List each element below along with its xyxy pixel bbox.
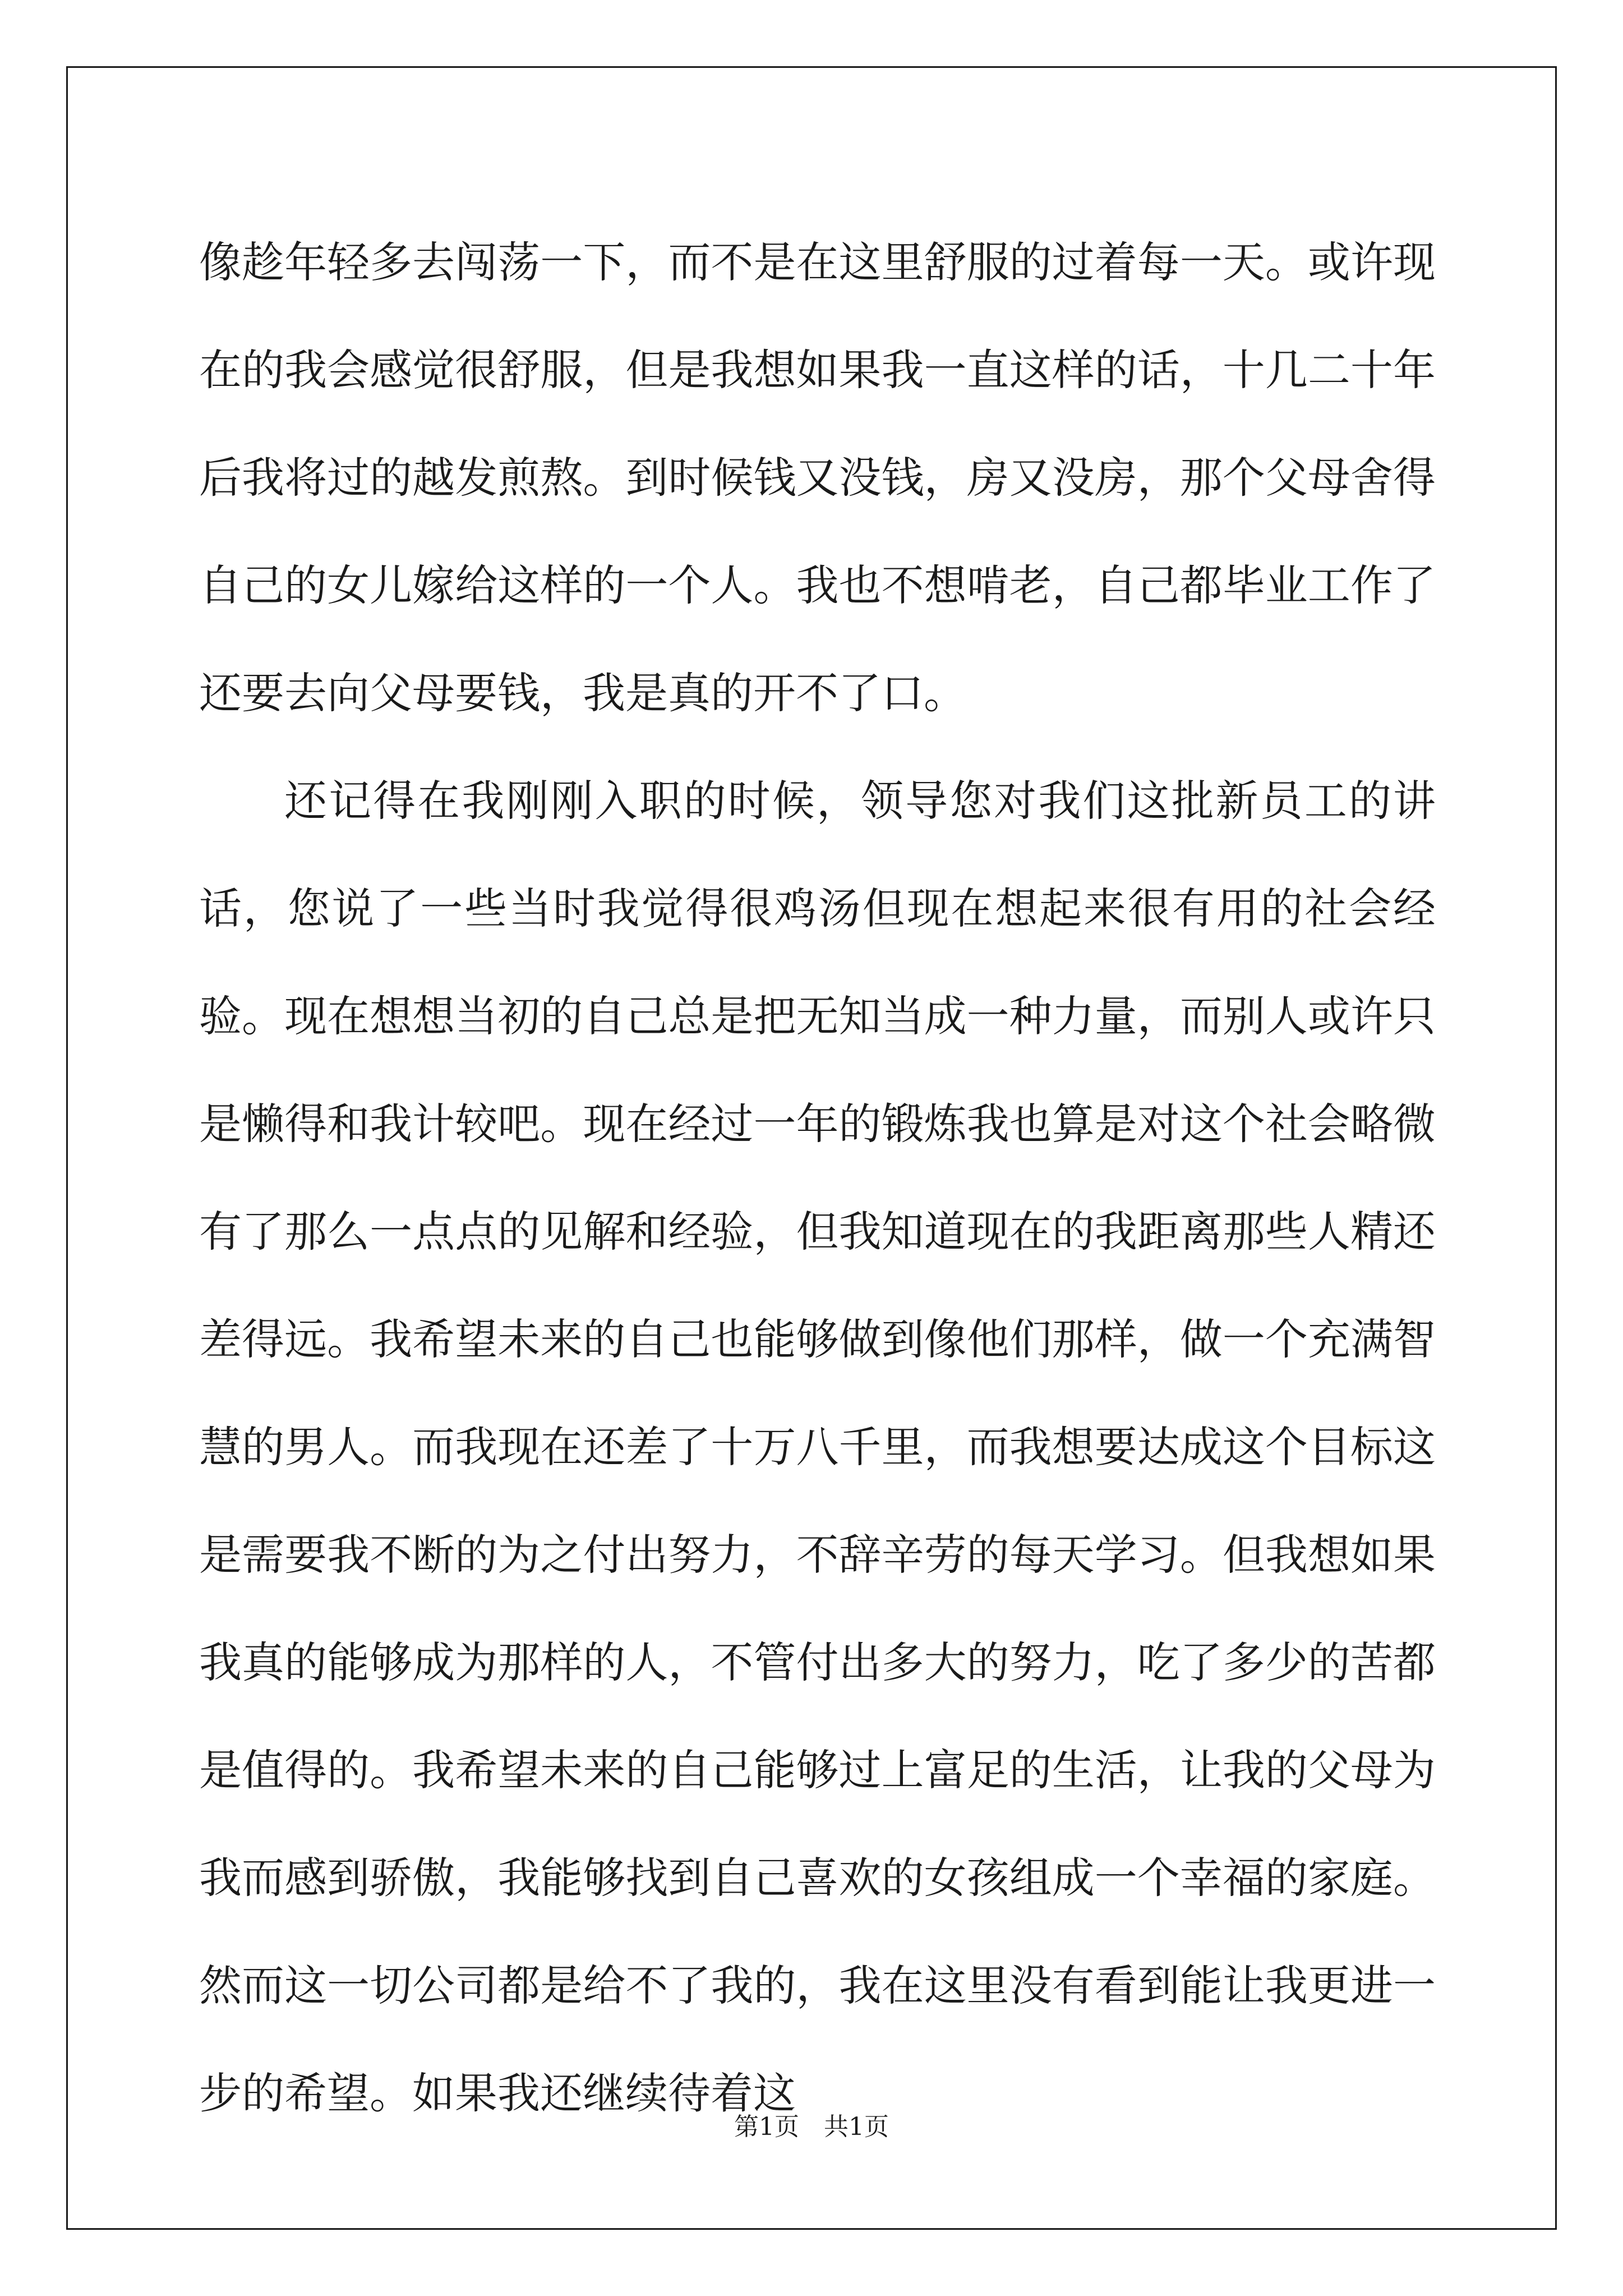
- page-number-footer: 第1页 共1页: [734, 2113, 889, 2141]
- paragraph-1: 像趁年轻多去闯荡一下，而不是在这里舒服的过着每一天。或许现在的我会感觉很舒服，但是我想如果我一直这样的话，十几二十年后我将过的越发煎熬。到时候钱又没钱，房又没房，那个父母舍得自己的女儿嫁给这样的一个人。我也不想啃老，自己都毕业工作了还要去向父母要钱，我是真的开不了口。: [199, 237, 1436, 718]
- document-body: [199, 209, 1436, 2147]
- paragraph-2: 还记得在我刚刚入职的时候，领导您对我们这批新员工的讲话，您说了一些当时我觉得很鸡汤但现在想起来很有用的社会经验。现在想想当初的自己总是把无知当成一种力量，而别人或许只是懒得和我计较吧。现在经过一年的锻炼我也算是对这个社会略微有了那么一点点的见解和经验，但我知道现在的我距离那些人精还差得远。我希望未来的自己也能够做到像他们那样，做一个充满智慧的男人。而我现在还差了十万八千里，而我想要达成这个目标这是需要我不断的为之付出努力，不辞辛劳的每天学习。但我想如果我真的能够成为那样的人，不管付出多大的努力，吃了多少的苦都是值得的。我希望未来的自己能够过上富足的生活，让我的父母为我而感到骄傲，我能够找到自己喜欢的女孩组成一个幸福的家庭。然而这一切公司都是给不了我的，我在这里没有看到能让我更进一步的希望。如果我还继续待着这: [199, 776, 1436, 2118]
